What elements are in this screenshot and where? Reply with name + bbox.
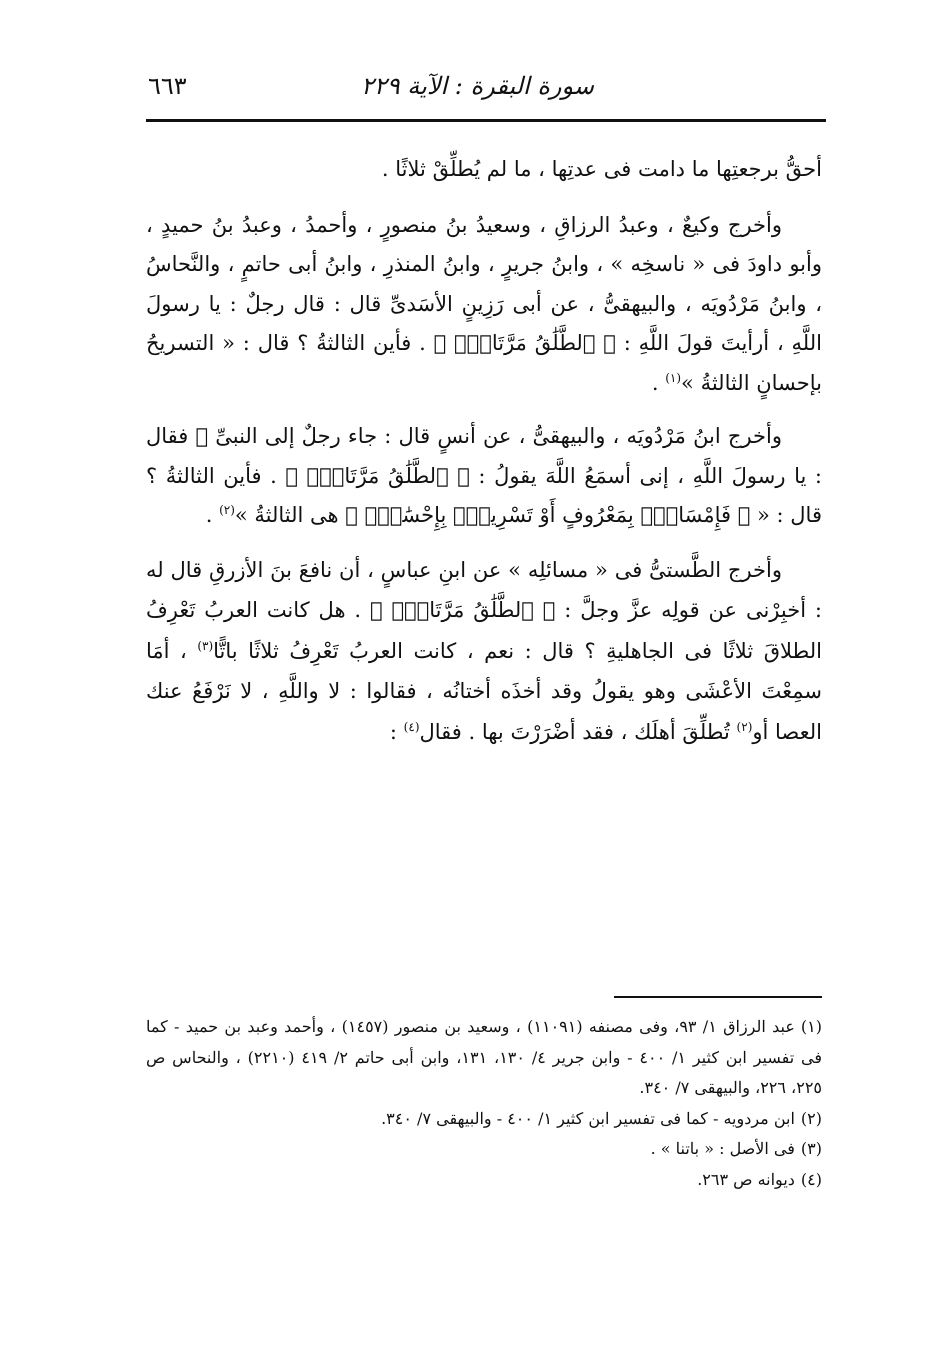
paragraph-text: أحقُّ برجعتِها ما دامت فى عدتِها ، ما لم يُطلِّقْ ثلاثًا . bbox=[381, 157, 822, 181]
footnote-number: (٤) bbox=[800, 1169, 822, 1189]
footnote-3 bbox=[146, 1134, 822, 1165]
footnote-ref[interactable]: (٢) bbox=[219, 503, 235, 517]
header-rule bbox=[146, 119, 826, 122]
footnote-ref[interactable]: (٤) bbox=[403, 719, 420, 734]
paragraph-end: : bbox=[389, 719, 404, 744]
footnote-number: (١) bbox=[800, 1017, 822, 1036]
paragraph-text: وأخرج ابنُ مَرْدُويَه ، والبيهقىُّ ، عن أنسٍ قال : جاء رجلٌ إلى النبىِّ ﷺ فقال : يا رسولَ اللَّهِ ، إنى أسمَعُ اللَّهَ يقولُ : ﴿ ٱلطَّلَٰقُ مَرَّتَانِۖ ﴾ . فأين الثالثةُ ؟ قال : « ﴿ فَإِمْسَاكُۢ بِمَعْرُوفٍ أَوْ تَسْرِيحُۢ بِإِحْسَٰنٍۗ ﴾ هى الثالثةُ » bbox=[146, 424, 822, 527]
paragraph-text: تُطلِّقَ أهلَك ، فقد أضْرَرْتَ بها . فقال bbox=[419, 719, 737, 744]
footnote-ref[interactable]: (١) bbox=[665, 370, 682, 385]
footnote-2 bbox=[146, 1104, 822, 1135]
footnote-number: (٣) bbox=[800, 1139, 822, 1158]
paragraph-text: وأخرج وكيعٌ ، وعبدُ الرزاقِ ، وسعيدُ بنُ منصورٍ ، وأحمدُ ، وعبدُ بنُ حميدٍ ، وأبو داودَ فى « ناسخِه » ، وابنُ جريرٍ ، وابنُ المنذرِ ، وابنُ أبى حاتمٍ ، والنَّحاسُ ، وابنُ مَرْدُويَه ، والبيهقىُّ ، عن أبى رَزِينٍ الأسَدىِّ قال : قال رجلٌ : يا رسولَ اللَّهِ ، أرأيتَ قولَ اللَّهِ : ﴿ ٱلطَّلَٰقُ مَرَّتَانِۖ ﴾ . فأين الثالثةُ ؟ قال : « التسريحُ بإحسانٍ الثالثةُ » bbox=[146, 212, 822, 395]
footnote-text: ابن مردويه - كما فى تفسير ابن كثير ١/ ٤٠٠ - والبيهقى ٧/ ٣٤٠. bbox=[381, 1108, 795, 1128]
body-text bbox=[146, 150, 822, 766]
page-number: ٦٦٣ bbox=[148, 72, 187, 100]
running-title: سورة البقرة : الآية ٢٢٩ bbox=[360, 72, 594, 100]
paragraph-continuation bbox=[146, 150, 822, 190]
paragraph-abu-razin bbox=[146, 206, 822, 404]
paragraph-anas bbox=[146, 417, 822, 536]
paragraph-tasti bbox=[146, 550, 822, 753]
paragraph-text: ، أمَا سمِعْتَ الأعْشَى وهو يقولُ وقد أخذَه أختانُه ، فقالوا : لا واللَّهِ ، لا نَرْفَعُ عنك العصا أو bbox=[146, 638, 822, 744]
footnote-ref[interactable]: (٢) bbox=[736, 719, 753, 734]
footnote-text: فى الأصل : « باتنا » . bbox=[650, 1139, 795, 1158]
paragraph-end: . bbox=[205, 503, 220, 527]
paragraph-end: . bbox=[651, 370, 666, 395]
running-header bbox=[148, 70, 824, 110]
footnotes bbox=[146, 1012, 822, 1195]
footnote-separator bbox=[614, 996, 822, 998]
footnote-4 bbox=[146, 1165, 822, 1196]
paragraph-text: وأخرج الطَّستىُّ فى « مسائلِه » عن ابنِ عباسٍ ، أن نافعَ بنَ الأزرقِ قال له : أخبِرْنى عن قولِه عزَّ وجلَّ : ﴿ ٱلطَّلَٰقُ مَرَّتَانِۖ ﴾ . هل كانت العربُ تَعْرِفُ الطلاقَ ثلاثًا فى الجاهليةِ ؟ قال : نعم ، كانت العربُ تَعْرِفُ ثلاثًا باتًّا bbox=[146, 557, 822, 663]
footnote-number: (٢) bbox=[800, 1108, 822, 1128]
footnote-text: عبد الرزاق ١/ ٩٣، وفى مصنفه (١١٠٩١) ، وسعيد بن منصور (١٤٥٧) ، وأحمد وعبد بن حميد - كما فى تفسير ابن كثير ١/ ٤٠٠ - وابن جرير ٤/ ١٣٠، ١٣١، وابن أبى حاتم ٢/ ٤١٩ (٢٢١٠) ، والنحاس ص ٢٢٥، ٢٢٦، والبيهقى ٧/ ٣٤٠. bbox=[146, 1017, 823, 1097]
footnote-ref[interactable]: (٣) bbox=[197, 638, 214, 653]
footnote-text: ديوانه ص ٢٦٣. bbox=[697, 1169, 795, 1189]
footnote-1 bbox=[146, 1012, 822, 1104]
